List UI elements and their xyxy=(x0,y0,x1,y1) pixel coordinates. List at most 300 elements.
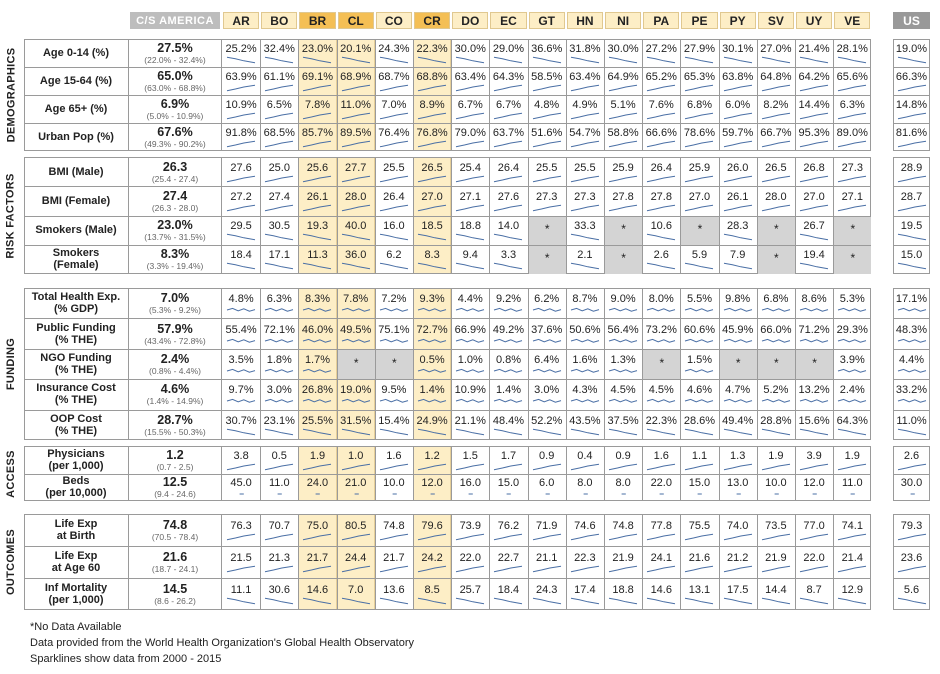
region-average xyxy=(130,382,220,406)
value-text: 95.3% xyxy=(798,127,830,139)
value-text: 64.9% xyxy=(607,71,639,83)
value-cell-pe xyxy=(680,546,718,578)
sparkline-line xyxy=(418,339,446,342)
value-cell-ni xyxy=(604,67,642,95)
value-text: 6.8% xyxy=(686,99,713,111)
value-cell-cr xyxy=(413,410,451,440)
value-text: 68.8% xyxy=(416,71,448,83)
value-cell-ve xyxy=(833,578,871,610)
value-text: 77.0 xyxy=(803,520,825,532)
sparkline xyxy=(571,112,599,120)
sparkline xyxy=(800,204,828,212)
sparkline xyxy=(533,490,561,498)
region-average-range: (0.7 - 2.5) xyxy=(156,461,194,472)
sparkline xyxy=(494,597,522,605)
sparkline xyxy=(685,56,713,64)
sparkline-line xyxy=(533,205,561,211)
sparkline-line xyxy=(456,85,484,91)
value-cell-hn xyxy=(566,67,604,95)
sparkline xyxy=(898,84,926,92)
value-cell-ni xyxy=(604,186,642,215)
region-average-value: 65.0% xyxy=(157,69,193,83)
sparkline-line xyxy=(800,534,828,540)
sparkline xyxy=(647,337,675,345)
value-text: 0.5% xyxy=(419,353,445,366)
sparkline xyxy=(762,533,790,541)
sparkline-line xyxy=(533,369,561,372)
value-cell-cl xyxy=(337,446,375,474)
value-text: 0.4 xyxy=(577,449,593,462)
sparkline-line xyxy=(838,57,866,63)
sparkline xyxy=(227,233,255,241)
value-text: 25.5 xyxy=(574,161,596,174)
value-text: 1.4% xyxy=(419,384,445,397)
sparkline-line xyxy=(571,369,599,372)
value-text: 6.2 xyxy=(386,249,402,262)
header-us-label: US xyxy=(893,12,930,29)
value-text: 20.1% xyxy=(340,43,372,55)
section-name: RISK FACTORS xyxy=(5,172,18,259)
value-cell-ar xyxy=(222,318,260,348)
value-text: 11.0% xyxy=(896,414,927,427)
sparkline-line xyxy=(342,464,370,470)
sparkline-line xyxy=(303,369,331,372)
value-cell-cr xyxy=(413,318,451,348)
value-text: 48.4% xyxy=(492,414,525,427)
value-cell-gt xyxy=(528,474,566,502)
value-text: 26.4 xyxy=(497,161,520,174)
value-text: 74.8 xyxy=(383,520,405,532)
value-text: 5.9 xyxy=(691,249,708,262)
sparkline xyxy=(380,262,408,270)
value-text: 60.6% xyxy=(683,323,716,336)
sparkline-line xyxy=(571,205,599,211)
region-average-value: 7.0% xyxy=(160,291,190,306)
value-cell-gt xyxy=(528,546,566,578)
sparkline-line xyxy=(494,57,522,63)
sparkline-line xyxy=(533,534,561,540)
sparkline xyxy=(265,175,293,183)
value-text: 5.2% xyxy=(763,384,789,397)
sparkline-line xyxy=(456,598,484,604)
value-cell-us xyxy=(893,410,930,440)
sparkline xyxy=(609,337,637,345)
value-cell-ni xyxy=(604,95,642,123)
sparkline-line xyxy=(609,598,637,604)
sparkline-line xyxy=(380,57,408,63)
sparkline-line xyxy=(762,566,790,572)
sparkline xyxy=(227,597,255,605)
sparkline-line xyxy=(898,566,926,572)
value-cell-gt xyxy=(528,379,566,409)
value-text: 8.9% xyxy=(419,99,445,111)
sparkline-line xyxy=(227,57,255,63)
sparkline xyxy=(456,490,484,498)
sparkline xyxy=(724,262,752,270)
value-cell-bo xyxy=(260,95,298,123)
sparkline-line xyxy=(685,566,713,572)
sparkline-line xyxy=(418,534,446,540)
sparkline-line xyxy=(724,429,752,435)
sparkline-line xyxy=(838,534,866,540)
sparkline-line xyxy=(342,113,370,119)
region-average-value: 57.9% xyxy=(157,321,193,336)
value-cell-do xyxy=(451,67,489,95)
sparkline-line xyxy=(647,566,675,572)
sparkline xyxy=(265,233,293,241)
sparkline xyxy=(724,337,752,345)
value-cell-pe xyxy=(680,67,718,95)
value-cell-ni xyxy=(604,288,642,318)
region-average-value: 28.7% xyxy=(157,412,193,427)
value-cell-pa xyxy=(642,514,680,546)
sparkline-line xyxy=(342,339,370,342)
value-text: 11.3 xyxy=(307,249,328,262)
sparkline xyxy=(456,463,484,471)
value-cell-cl xyxy=(337,157,375,186)
sparkline-line xyxy=(456,339,484,342)
value-cell-cl xyxy=(337,318,375,348)
value-text: 9.8% xyxy=(725,293,751,306)
sparkline-line xyxy=(685,400,713,403)
value-text: 21.7 xyxy=(383,552,405,564)
sparkline-line xyxy=(342,234,370,240)
value-text: 24.9% xyxy=(416,414,448,427)
sparkline-line xyxy=(571,464,599,470)
sparkline-line xyxy=(533,339,561,342)
value-text: 25.2% xyxy=(225,43,257,55)
value-text: 28.0 xyxy=(344,190,367,203)
value-cell-ni xyxy=(604,318,642,348)
value-cell-us xyxy=(893,186,930,215)
value-cell-ar xyxy=(222,216,260,245)
sparkline-line xyxy=(762,57,790,63)
value-cell-py xyxy=(719,578,757,610)
value-cell-bo xyxy=(260,123,298,151)
sparkline-line xyxy=(303,264,331,270)
value-text: 27.8 xyxy=(650,190,672,203)
value-text: 68.5% xyxy=(263,127,295,139)
region-average xyxy=(130,475,220,499)
value-text: 18.8 xyxy=(612,584,634,596)
value-cell-cr xyxy=(413,186,451,215)
sparkline-line xyxy=(303,534,331,540)
sparkline xyxy=(647,397,675,405)
sparkline-line xyxy=(838,400,866,403)
sparkline xyxy=(571,84,599,92)
value-cell-ve xyxy=(833,514,871,546)
value-cell-py xyxy=(719,446,757,474)
value-text: 74.0 xyxy=(726,520,749,532)
sparkline xyxy=(724,533,752,541)
value-text: 19.3 xyxy=(306,220,329,233)
sparkline-line xyxy=(494,464,522,470)
value-text: 26.5 xyxy=(421,161,443,174)
value-text: 28.6% xyxy=(683,414,716,427)
value-text: 26.8 xyxy=(803,161,825,174)
sparkline-line xyxy=(898,176,926,182)
value-cell-ve xyxy=(833,410,871,440)
sparkline-line xyxy=(609,85,637,91)
value-cell-sv xyxy=(757,514,795,546)
value-cell-hn xyxy=(566,514,604,546)
value-text: 2.1 xyxy=(577,249,593,262)
sparkline-line xyxy=(571,234,599,240)
sparkline-line xyxy=(418,400,446,403)
sparkline xyxy=(380,337,408,345)
sparkline-line xyxy=(571,598,599,604)
sparkline xyxy=(418,337,446,345)
value-text: 1.1 xyxy=(691,449,708,462)
value-text: 9.3% xyxy=(419,293,445,306)
value-cell-pa xyxy=(642,67,680,95)
sparkline xyxy=(380,597,408,605)
value-cell-pe xyxy=(680,379,718,409)
sparkline-line xyxy=(303,205,331,211)
sparkline-line xyxy=(838,113,866,119)
sparkline-line xyxy=(571,113,599,119)
region-average xyxy=(130,582,220,606)
value-text: 66.9% xyxy=(454,323,486,336)
value-cell-gt xyxy=(528,67,566,95)
value-cell-sv xyxy=(757,186,795,215)
sparkline-line xyxy=(838,85,866,91)
sparkline-line xyxy=(494,176,522,182)
sparkline xyxy=(418,84,446,92)
sparkline xyxy=(342,490,370,498)
row-label: Inf Mortality (per 1,000) xyxy=(44,582,108,606)
value-text: 66.3% xyxy=(895,71,928,83)
region-average-range: (5.3% - 9.2%) xyxy=(149,305,201,316)
value-cell-ar xyxy=(222,39,260,67)
sparkline-line xyxy=(456,113,484,119)
value-cell-py xyxy=(719,67,757,95)
sparkline-line xyxy=(265,264,293,270)
region-average-value: 1.2 xyxy=(166,447,184,462)
sparkline xyxy=(227,140,255,148)
value-cell-cl xyxy=(337,410,375,440)
value-cell-ar xyxy=(222,578,260,610)
region-average-value: 8.3% xyxy=(160,247,190,262)
value-cell-uy xyxy=(795,578,833,610)
value-cell-br xyxy=(298,123,336,151)
value-text: 3.0% xyxy=(266,384,292,397)
sparkline xyxy=(342,84,370,92)
sparkline-line xyxy=(380,429,408,435)
value-cell-ar xyxy=(222,95,260,123)
value-cell-hn xyxy=(566,216,604,245)
sparkline xyxy=(227,428,255,436)
value-text: * xyxy=(774,355,779,370)
sparkline xyxy=(838,306,866,314)
value-text: 4.3% xyxy=(572,384,598,397)
sparkline xyxy=(456,204,484,212)
sparkline xyxy=(456,367,484,375)
value-cell-py xyxy=(719,410,757,440)
sparkline-line xyxy=(647,205,675,211)
sparkline-line xyxy=(380,141,408,147)
sparkline-line xyxy=(418,566,446,572)
value-cell-cr xyxy=(413,123,451,151)
value-cell-ve xyxy=(833,288,871,318)
sparkline xyxy=(494,337,522,345)
value-cell-hn xyxy=(566,157,604,186)
value-cell-ni xyxy=(604,578,642,610)
value-text: 21.5 xyxy=(230,552,252,564)
sparkline-line xyxy=(724,309,752,312)
sparkline xyxy=(898,533,926,541)
value-text: 27.0 xyxy=(803,190,825,203)
value-cell-sv xyxy=(758,350,795,379)
value-cell-do xyxy=(451,474,489,502)
sparkline xyxy=(418,565,446,573)
value-cell-gt xyxy=(528,514,566,546)
value-cell-uy xyxy=(796,350,833,379)
value-cell-cl xyxy=(337,474,375,502)
row-label: NGO Funding (% THE) xyxy=(40,351,112,376)
value-text: 36.6% xyxy=(531,43,563,55)
sparkline-line xyxy=(418,309,446,312)
sparkline xyxy=(227,112,255,120)
value-text: 30.7% xyxy=(225,414,257,427)
sparkline xyxy=(303,397,331,405)
sparkline-line xyxy=(724,566,752,572)
value-text: 25.6 xyxy=(306,161,329,174)
value-cell-ar xyxy=(222,186,260,215)
sparkline-line xyxy=(265,176,293,182)
value-cell-br xyxy=(298,157,336,186)
value-cell-ve xyxy=(833,157,871,186)
sparkline xyxy=(303,490,331,498)
value-cell-cr xyxy=(413,349,451,379)
sparkline xyxy=(380,397,408,405)
value-cell-pa xyxy=(642,546,680,578)
value-text: 23.0% xyxy=(301,43,334,55)
value-text: 5.1% xyxy=(610,99,636,111)
sparkline xyxy=(898,490,926,498)
value-cell-cl xyxy=(337,245,375,274)
value-cell-ve xyxy=(833,186,871,215)
value-text: 12.0 xyxy=(803,477,825,490)
sparkline-line xyxy=(800,309,828,312)
value-cell-pa xyxy=(642,186,680,215)
value-cell-pe xyxy=(680,410,718,440)
value-text: 27.7 xyxy=(344,161,367,174)
sparkline-line xyxy=(456,141,484,147)
value-text: 10.0 xyxy=(383,477,405,490)
value-text: 2.6 xyxy=(903,449,920,462)
value-text: 0.9 xyxy=(615,449,631,462)
value-text: 0.9 xyxy=(539,449,555,462)
value-text: 4.9% xyxy=(572,99,598,111)
value-text: 29.3% xyxy=(836,323,868,336)
value-cell-cl xyxy=(337,546,375,578)
sparkline-line xyxy=(647,309,675,312)
sparkline xyxy=(898,397,926,405)
sparkline xyxy=(456,565,484,573)
row-label: OOP Cost (% THE) xyxy=(50,412,102,437)
value-cell-bo xyxy=(260,216,298,245)
value-cell-us xyxy=(893,379,930,409)
region-average xyxy=(130,518,220,542)
value-text: 17.5 xyxy=(726,584,749,596)
sparkline-line xyxy=(494,85,522,91)
sparkline xyxy=(418,463,446,471)
sparkline-line xyxy=(418,429,446,435)
sparkline xyxy=(647,140,675,148)
value-text: * xyxy=(774,222,779,237)
value-text: 6.5% xyxy=(266,99,292,111)
sparkline-line xyxy=(898,205,926,211)
value-text: 6.7% xyxy=(457,99,483,111)
value-text: 25.9 xyxy=(688,161,711,174)
region-average xyxy=(130,125,220,149)
sparkline-line xyxy=(685,113,713,119)
sparkline xyxy=(838,428,866,436)
value-text: 27.4 xyxy=(268,190,290,203)
sparkline xyxy=(609,490,637,498)
value-text: 73.5 xyxy=(765,520,787,532)
sparkline-line xyxy=(456,176,484,182)
sparkline xyxy=(342,262,370,270)
value-text: 27.3 xyxy=(535,190,558,203)
sparkline xyxy=(418,56,446,64)
value-text: 76.8% xyxy=(416,127,448,139)
sparkline-line xyxy=(724,205,752,211)
sparkline xyxy=(724,175,752,183)
value-cell-co xyxy=(375,39,413,67)
sparkline xyxy=(762,490,790,498)
value-text: 14.0 xyxy=(497,220,520,233)
value-text: 27.8 xyxy=(612,190,634,203)
sparkline xyxy=(724,428,752,436)
value-text: 21.4 xyxy=(841,552,863,564)
sparkline-line xyxy=(685,141,713,147)
sparkline xyxy=(227,306,255,314)
value-text: 27.0 xyxy=(688,190,711,203)
sparkline-line xyxy=(265,113,293,119)
header-country-ni: NI xyxy=(605,12,641,29)
sparkline-line xyxy=(227,369,255,372)
value-text: 15.0 xyxy=(497,477,520,490)
value-cell-do xyxy=(451,578,489,610)
sparkline-line xyxy=(898,309,926,312)
value-text: 15.6% xyxy=(798,414,830,427)
sparkline-line xyxy=(571,309,599,312)
value-cell-us xyxy=(893,349,930,379)
value-text: 3.9% xyxy=(839,353,865,366)
sparkline-line xyxy=(800,113,828,119)
sparkline-line xyxy=(685,205,713,211)
value-cell-ve xyxy=(833,349,871,379)
sparkline xyxy=(227,84,255,92)
sparkline-line xyxy=(685,464,713,470)
sparkline-line xyxy=(571,339,599,342)
value-text: 27.3 xyxy=(574,190,596,203)
header-country-sv: SV xyxy=(758,12,794,29)
value-cell-ni xyxy=(604,123,642,151)
sparkline-line xyxy=(685,598,713,604)
value-cell-py xyxy=(719,245,757,274)
sparkline xyxy=(838,597,866,605)
value-text: 8.5 xyxy=(424,584,440,596)
sparkline-line xyxy=(494,534,522,540)
sparkline xyxy=(342,306,370,314)
value-text: 7.8% xyxy=(304,99,331,111)
value-cell-ni xyxy=(604,379,642,409)
value-text: 63.4% xyxy=(454,71,486,83)
sparkline xyxy=(898,367,926,375)
